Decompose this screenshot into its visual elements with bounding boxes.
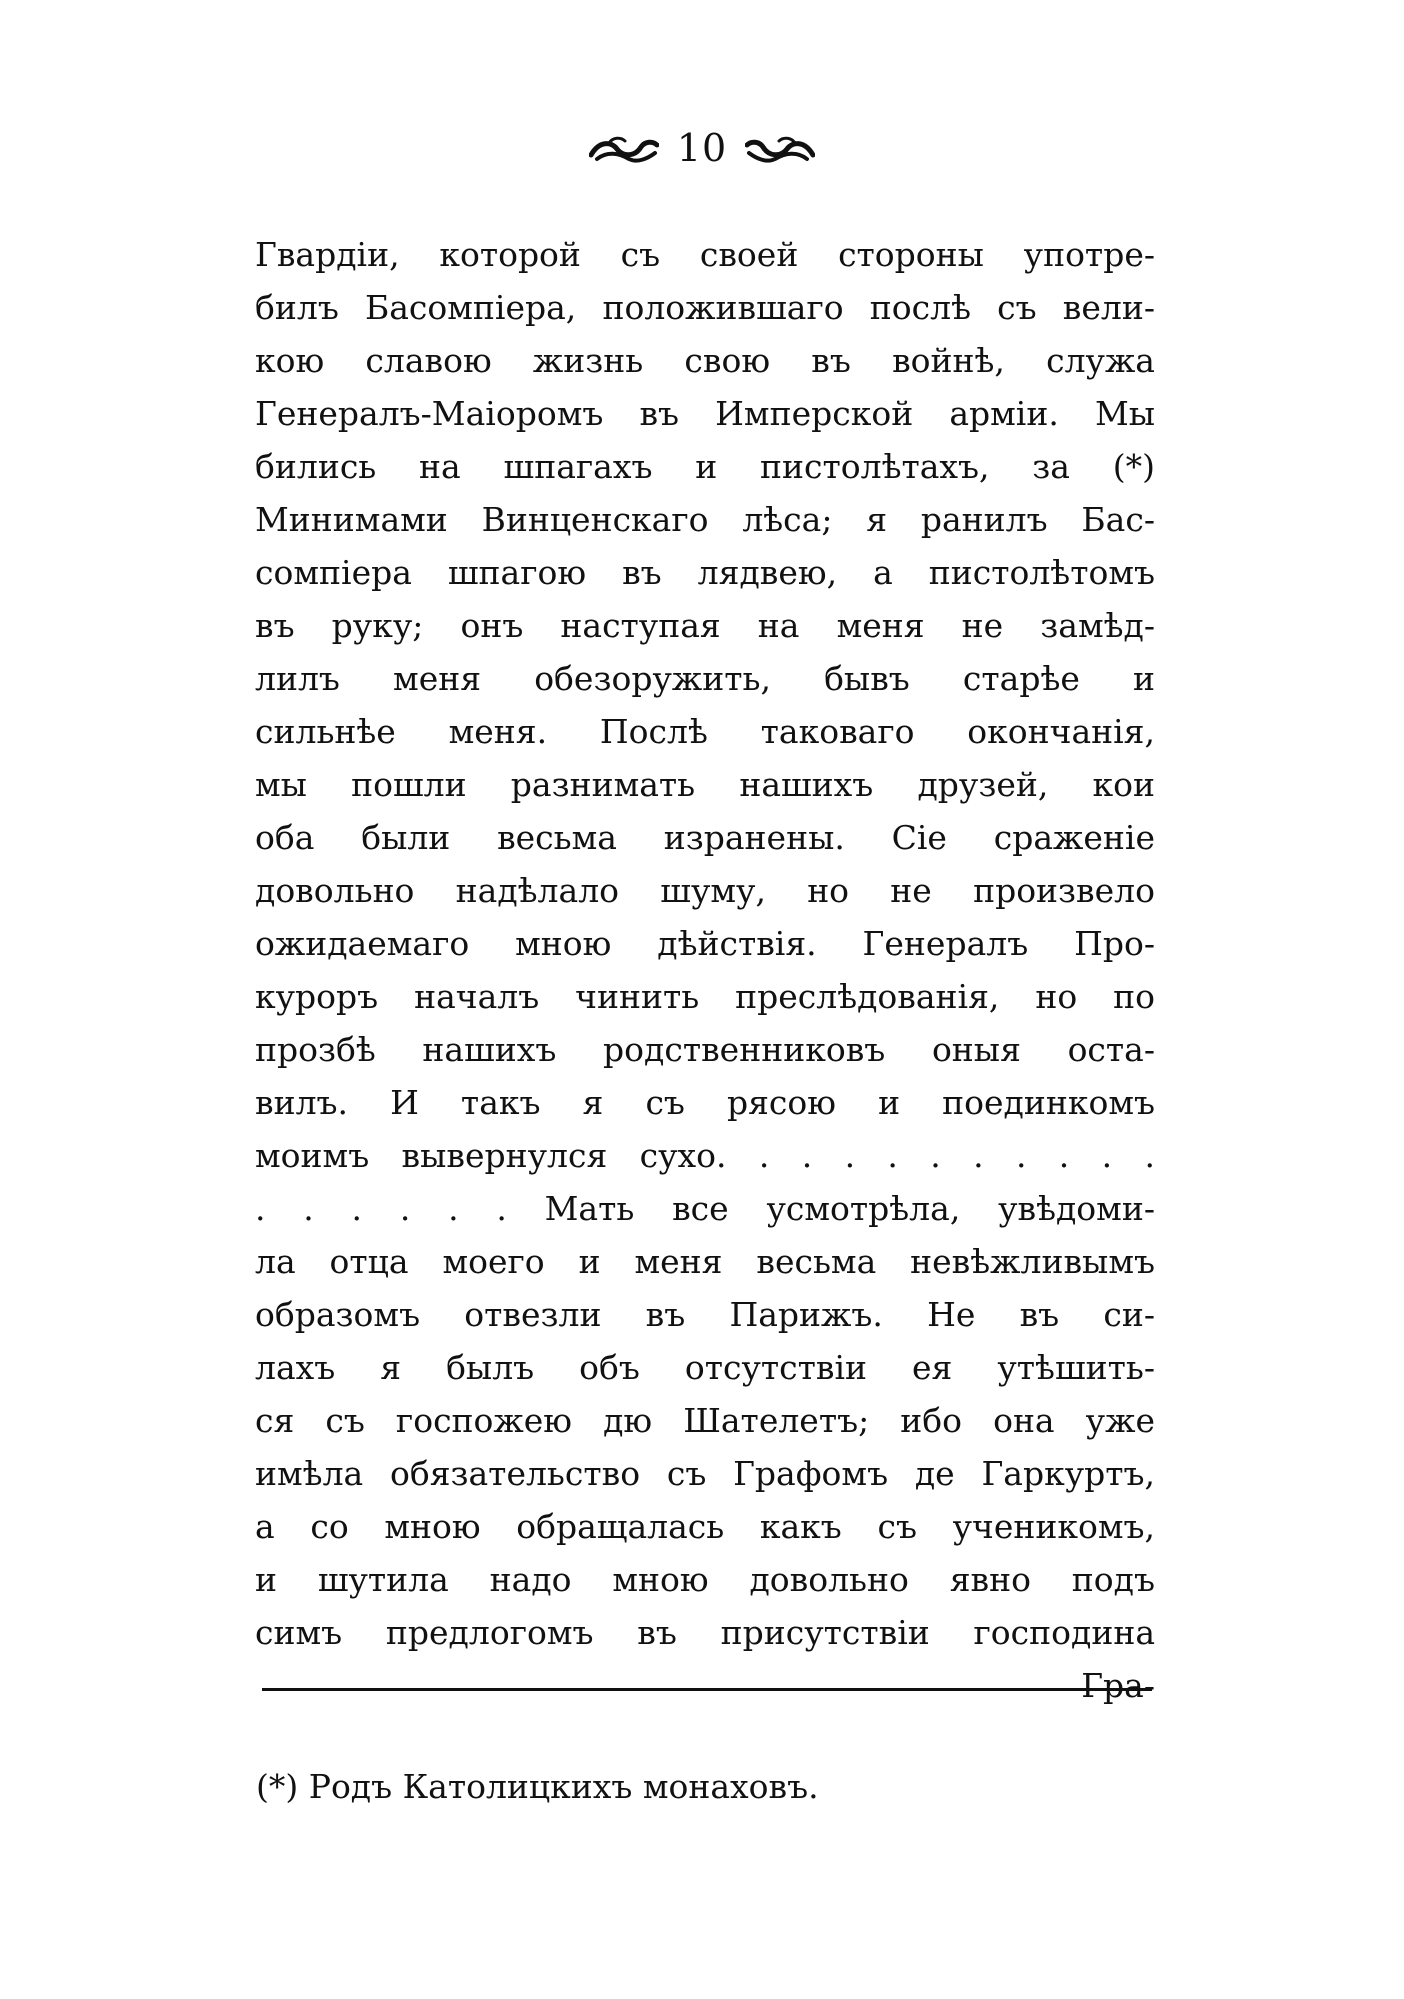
- text-line: въ руку; онъ наступая на меня не замѣд-: [255, 606, 1155, 645]
- text-line: бились на шпагахъ и пистолѣтахъ, за (*): [255, 447, 1155, 486]
- text-line: Минимами Винценскаго лѣса; я ранилъ Бас-: [255, 500, 1155, 539]
- text-line: а со мною обращалась какъ съ ученикомъ,: [255, 1507, 1155, 1546]
- text-line: имѣла обязательство съ Графомъ де Гаркуртъ,: [255, 1454, 1155, 1493]
- text-line: Генералъ-Маіоромъ въ Имперской арміи. Мы: [255, 394, 1155, 433]
- text-line: ся съ госпожею дю Шателетъ; ибо она уже: [255, 1401, 1155, 1440]
- text-line: кою славою жизнь свою въ войнѣ, служа: [255, 341, 1155, 380]
- footnote: (*) Родъ Католицкихъ монаховъ.: [256, 1767, 819, 1806]
- text-line: прозбѣ нашихъ родственниковъ оныя оста-: [255, 1030, 1155, 1069]
- left-ornament-icon: [589, 133, 659, 163]
- text-line: лилъ меня обезоружить, бывъ старѣе и: [255, 659, 1155, 698]
- right-ornament-icon: [745, 133, 815, 163]
- text-line: куроръ началъ чинить преслѣдованія, но по: [255, 977, 1155, 1016]
- text-line: образомъ отвезли въ Парижъ. Не въ си-: [255, 1295, 1155, 1334]
- page-number: 10: [676, 126, 728, 170]
- catchword: Гра-: [1081, 1666, 1155, 1705]
- text-line: сомпіера шпагою въ лядвею, а пистолѣтомъ: [255, 553, 1155, 592]
- text-line: довольно надѣлало шуму, но не произвело: [255, 871, 1155, 910]
- text-line: и шутила надо мною довольно явно подъ: [255, 1560, 1155, 1599]
- text-line: симъ предлогомъ въ присутствіи господина: [255, 1613, 1155, 1652]
- text-line: ожидаемаго мною дѣйствія. Генералъ Про-: [255, 924, 1155, 963]
- text-line: сильнѣе меня. Послѣ таковаго окончанія,: [255, 712, 1155, 751]
- text-line: мы пошли разнимать нашихъ друзей, кои: [255, 765, 1155, 804]
- text-line: Гвардіи, которой съ своей стороны употре-: [255, 235, 1155, 274]
- text-line: ла отца моего и меня весьма невѣжливымъ: [255, 1242, 1155, 1281]
- text-line: . . . . . . Мать все усмотрѣла, увѣдоми-: [255, 1189, 1155, 1228]
- text-line: билъ Басомпіера, положившаго послѣ съ вели-: [255, 288, 1155, 327]
- text-line: вилъ. И такъ я съ рясою и поединкомъ: [255, 1083, 1155, 1122]
- page-header: [0, 118, 1404, 178]
- text-line: лахъ я былъ объ отсутствіи ея утѣшить-: [255, 1348, 1155, 1387]
- text-line: моимъ вывернулся сухо. . . . . . . . . . .: [255, 1136, 1155, 1175]
- body-text: [255, 228, 1155, 1712]
- text-line: оба были весьма изранены. Сіе сраженіе: [255, 818, 1155, 857]
- footnote-rule: [262, 1688, 1152, 1691]
